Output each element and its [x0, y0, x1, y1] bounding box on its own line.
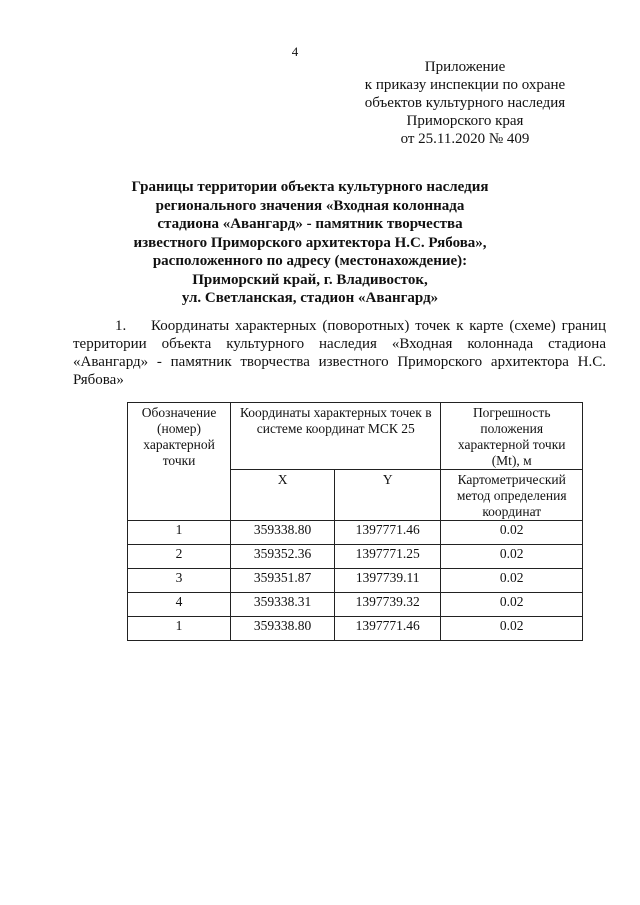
point-cell: 1	[128, 617, 231, 641]
y-cell: 1397771.46	[335, 521, 441, 545]
y-cell: 1397771.25	[335, 545, 441, 569]
error-cell: 0.02	[441, 593, 583, 617]
appendix-line: Приморского края	[406, 113, 524, 129]
error-cell: 0.02	[441, 569, 583, 593]
coordinates-table	[127, 402, 583, 641]
document-title	[80, 178, 540, 308]
title-line: расположенного по адресу (местонахождение):	[152, 253, 468, 269]
title-line: регионального значения «Входная колоннада	[155, 197, 465, 214]
point-cell: 3	[128, 569, 231, 593]
x-cell: 359338.31	[231, 593, 335, 617]
paragraph-text: Координаты характерных (поворотных) точек к карте (схеме) границ территории объекта культурного наследия «Входная колоннада стадиона «Авангард» - памятник творчества известного Приморского архитектора Н.С. Рябова»	[73, 318, 606, 388]
error-cell: 0.02	[441, 545, 583, 569]
x-cell: 359338.80	[231, 521, 335, 545]
title-line: ул. Светланская, стадион «Авангард»	[181, 290, 439, 306]
point-cell: 4	[128, 593, 231, 617]
header-error: Погрешность положения характерной точки (Mt), м	[441, 403, 583, 470]
appendix-line: от 25.11.2020 № 409	[400, 131, 530, 147]
error-cell: 0.02	[441, 617, 583, 641]
title-line: Приморский край, г. Владивосток,	[192, 271, 428, 288]
appendix-line: к приказу инспекции по охране	[364, 77, 566, 93]
table-row	[128, 545, 583, 569]
paragraph	[73, 317, 606, 389]
header-x: X	[231, 470, 335, 521]
x-cell: 359338.80	[231, 617, 335, 641]
header-y: Y	[335, 470, 441, 521]
table-row	[128, 569, 583, 593]
x-cell: 359352.36	[231, 545, 335, 569]
point-cell: 2	[128, 545, 231, 569]
y-cell: 1397739.11	[335, 569, 441, 593]
title-line: Границы территории объекта культурного наследия	[131, 179, 489, 195]
title-line: известного Приморского архитектора Н.С. Рябова»,	[133, 234, 487, 251]
paragraph-number: 1.	[115, 318, 127, 334]
table-row	[128, 617, 583, 641]
point-cell: 1	[128, 521, 231, 545]
table-row	[128, 593, 583, 617]
table-row	[128, 521, 583, 545]
header-coordinates: Координаты характерных точек в системе координат МСК 25	[231, 403, 441, 470]
appendix-line: Приложение	[424, 59, 506, 75]
x-cell: 359351.87	[231, 569, 335, 593]
appendix-block	[330, 58, 600, 148]
error-cell: 0.02	[441, 521, 583, 545]
header-method: Картометрический метод определения координат	[441, 470, 583, 521]
appendix-line: объектов культурного наследия	[364, 95, 566, 111]
header-designation: Обозначение (номер) характерной точки	[128, 403, 231, 521]
page-number: 4	[291, 44, 299, 59]
title-line: стадиона «Авангард» - памятник творчества	[157, 216, 463, 232]
table-header-row	[128, 403, 583, 470]
y-cell: 1397739.32	[335, 593, 441, 617]
y-cell: 1397771.46	[335, 617, 441, 641]
